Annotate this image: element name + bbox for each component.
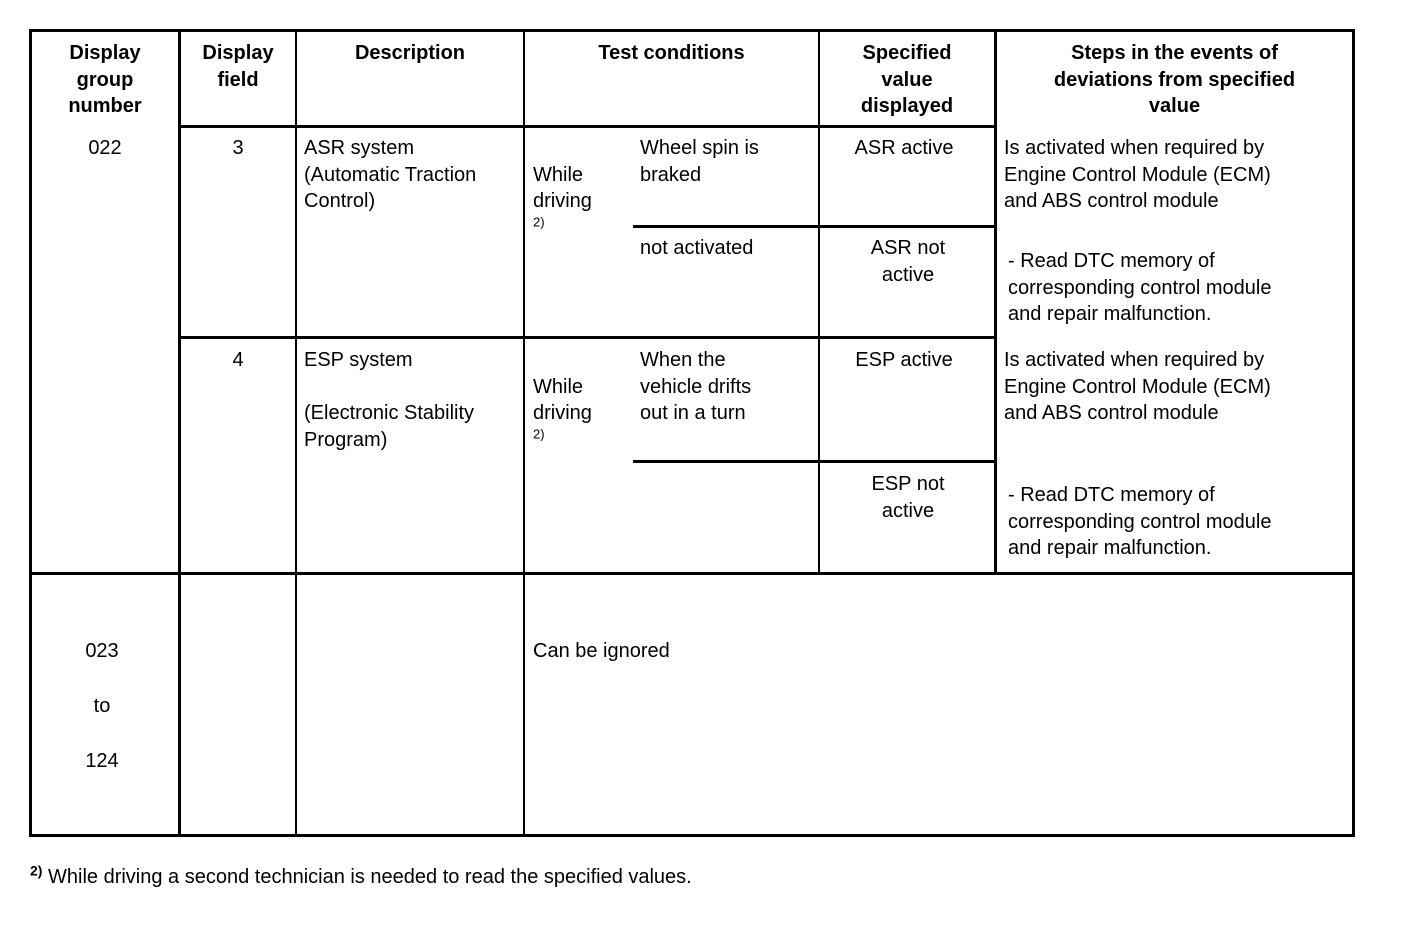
sub-condition-cell: When the vehicle drifts out in a turn: [640, 349, 752, 424]
row-divider: [633, 460, 997, 463]
column-divider: [523, 29, 525, 837]
specified-value-cell: ESP active: [855, 349, 953, 371]
row-divider: [178, 336, 997, 339]
table-border-right: [1352, 29, 1355, 837]
row-divider: [633, 225, 997, 228]
footnote-ref: 2): [533, 213, 545, 229]
steps-cell: - Read DTC memory of corresponding control module and repair malfunction.: [1008, 484, 1272, 559]
group-range-to: to: [93, 695, 111, 717]
ignored-note: Can be ignored: [533, 640, 670, 662]
display-field: 3: [232, 137, 244, 159]
footnote-marker: 2): [30, 862, 43, 879]
specified-value-cell: ASR not active: [870, 237, 946, 286]
footnote-ref: 2): [533, 425, 545, 441]
condition-text: While driving: [533, 163, 592, 212]
table-border-top: [29, 29, 1355, 32]
column-divider: [295, 29, 297, 837]
display-field: 4: [232, 349, 244, 371]
group-range-end: 124: [85, 750, 119, 772]
description-cell: ESP system (Electronic Stability Program): [304, 349, 475, 451]
group-number: 022: [88, 137, 122, 159]
description-cell: ASR system (Automatic Traction Control): [304, 137, 477, 212]
steps-cell: Is activated when required by Engine Control Module (ECM) and ABS control module: [1004, 349, 1271, 424]
header-group-number: Display group number: [68, 42, 142, 117]
test-condition-cell: [533, 135, 633, 241]
header-specified-value: Specified value displayed: [860, 42, 954, 117]
specified-value-cell: ESP not active: [871, 473, 945, 522]
sub-condition-cell: Wheel spin is braked: [640, 137, 759, 186]
table-border-bottom: [29, 834, 1355, 837]
row-divider: [178, 125, 997, 128]
specified-value-cell: ASR active: [854, 137, 954, 159]
group-range-start: 023: [85, 640, 119, 662]
steps-cell: - Read DTC memory of corresponding control module and repair malfunction.: [1008, 250, 1272, 325]
test-condition-cell: [533, 347, 633, 453]
footnote: [30, 862, 692, 889]
steps-cell: Is activated when required by Engine Control Module (ECM) and ABS control module: [1004, 137, 1271, 212]
footnote-text: While driving a second technician is needed to read the specified values.: [48, 866, 692, 888]
header-steps: Steps in the events of deviations from specified value: [1053, 42, 1296, 117]
condition-text: While driving: [533, 375, 592, 424]
header-description: Description: [354, 42, 466, 64]
sub-condition-cell: not activated: [640, 237, 754, 259]
header-test-conditions: Test conditions: [598, 42, 745, 64]
header-display-field: Display field: [202, 42, 274, 91]
row-divider: [29, 572, 1355, 575]
